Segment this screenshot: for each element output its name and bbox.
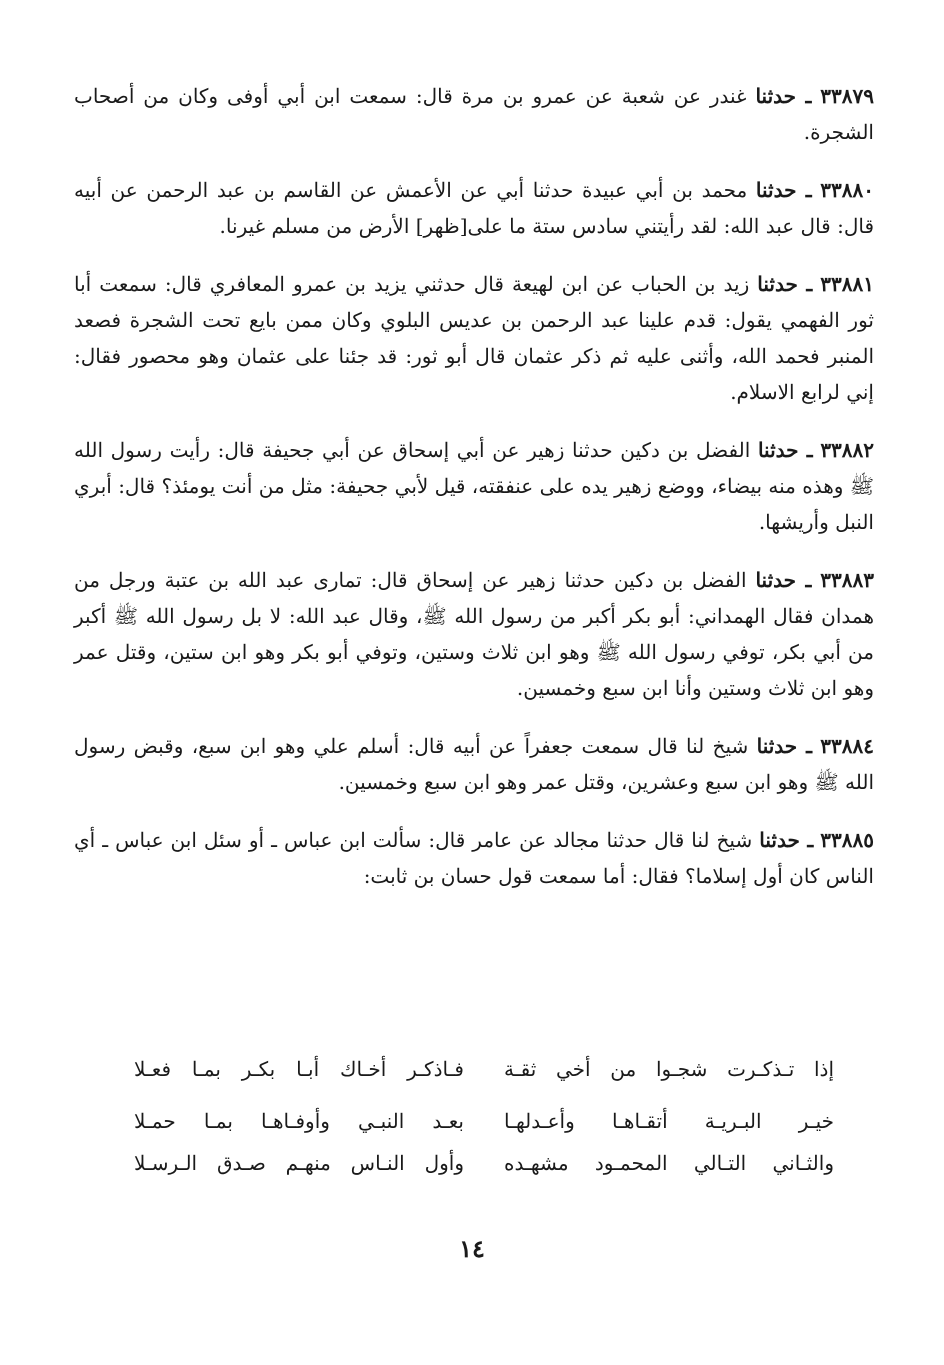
hadith-entry-33881: [74, 266, 874, 410]
hadith-number: ٣٣٨٨١: [820, 272, 875, 296]
hadith-number: ٣٣٨٨٢: [820, 438, 875, 462]
hadith-number: ٣٣٨٧٩: [820, 84, 875, 108]
hadith-entry-33882: [74, 432, 874, 540]
poem-verse: [134, 1104, 834, 1138]
hadith-text: غندر عن شعبة عن عمرو بن مرة قال: سمعت ابن أبي أوفى وكان من أصحاب الشجرة.: [74, 84, 874, 144]
poem: [134, 1052, 834, 1198]
poem-verse: [134, 1146, 834, 1180]
hadith-text: شيخ لنا قال سمعت جعفراً عن أبيه قال: أسلم علي وهو ابن سبع، وقبض رسول الله ﷺ وهو ابن سبع وعشرين، وقتل عمر وهو ابن سبع وخمسين.: [74, 734, 874, 794]
hadith-lead: ـ حدثنا: [755, 84, 812, 108]
verse-second-hemistich: وأول النـاس منهـم صـدق الـرسـلا: [134, 1151, 464, 1175]
hadith-text: شيخ لنا قال حدثنا مجالد عن عامر قال: سألت ابن عباس ـ أو سئل ابن عباس ـ أي الناس كان أول إسلاما؟ فقال: أما سمعت قول حسان بن ثابت:: [74, 828, 874, 888]
hadith-lead: ـ حدثنا: [755, 568, 812, 592]
hadith-entry-33885: [74, 822, 874, 894]
hadith-text: الفضل بن دكين حدثنا زهير عن إسحاق قال: تمارى عبد الله بن عتبة ورجل من همدان فقال الهمداني: أبو بكر أكبر من رسول الله ﷺ، وقال عبد الله: لا بل رسول الله ﷺ أكبر من أبي بكر، توفي رسول الله ﷺ وهو ابن ثلاث وستين، وتوفي أبو بكر وهو ابن ستين، وقتل عمر وهو ابن ثلاث وستين وأنا ابن سبع وخمسين.: [74, 568, 874, 700]
hadith-entry-33883: [74, 562, 874, 706]
verse-second-hemistich: بعـد النبـي وأوفـاهـا بمـا حمـلا: [134, 1109, 464, 1133]
hadith-number: ٣٣٨٨٠: [820, 178, 874, 202]
hadith-lead: ـ حدثنا: [759, 828, 814, 852]
hadith-lead: ـ حدثنا: [756, 734, 812, 758]
hadith-entry-33880: [74, 172, 874, 244]
hadith-lead: ـ حدثنا: [757, 438, 813, 462]
hadith-text: زيد بن الحباب عن ابن لهيعة قال حدثني يزيد بن عمرو المعافري قال: سمعت أبا ثور الفهمي يقول: قدم علينا عبد الرحمن بن عديس البلوي وكان ممن بايع تحت الشجرة فصعد المنبر فحمد الله، وأثنى عليه ثم ذكر عثمان قال أبو ثور: قد جئنا على عثمان وهو محصور فقال: إني لرابع الاسلام.: [74, 272, 874, 404]
verse-first-hemistich: إذا تـذكـرت شجـوا من أخي ثقـة: [504, 1057, 834, 1081]
hadith-lead: ـ حدثنا: [755, 178, 812, 202]
hadith-number: ٣٣٨٨٤: [820, 734, 874, 758]
hadith-text: الفضل بن دكين حدثنا زهير عن أبي إسحاق عن أبي جحيفة قال: رأيت رسول الله ﷺ وهذه منه بيضاء، ووضع زهير يده على عنفقته، قيل لأبي جحيفة: مثل من أنت يومئذ؟ قال: أبري النبل وأريشها.: [74, 438, 874, 534]
verse-first-hemistich: والثـاني التـالي المحمـود مشهـده: [504, 1151, 834, 1175]
hadith-number: ٣٣٨٨٣: [820, 568, 875, 592]
hadith-text: محمد بن أبي عبيدة حدثنا أبي عن الأعمش عن القاسم بن عبد الرحمن عن أبيه قال: قال عبد الله: لقد رأيتني سادس ستة ما على[ظهر] الأرض من مسلم غيرنا.: [74, 178, 874, 238]
page-body: [74, 78, 874, 916]
hadith-entry-33879: [74, 78, 874, 150]
page-number: ١٤: [459, 1234, 485, 1263]
hadith-number: ٣٣٨٨٥: [820, 828, 875, 852]
verse-first-hemistich: خيـر البـريـة أتقـاهـا وأعـدلهـا: [504, 1109, 834, 1133]
poem-verse: [134, 1052, 834, 1086]
hadith-entry-33884: [74, 728, 874, 800]
hadith-lead: ـ حدثنا: [757, 272, 813, 296]
verse-second-hemistich: فـاذكـر أخـاك أبـا بكـر بمـا فعـلا: [134, 1057, 464, 1081]
